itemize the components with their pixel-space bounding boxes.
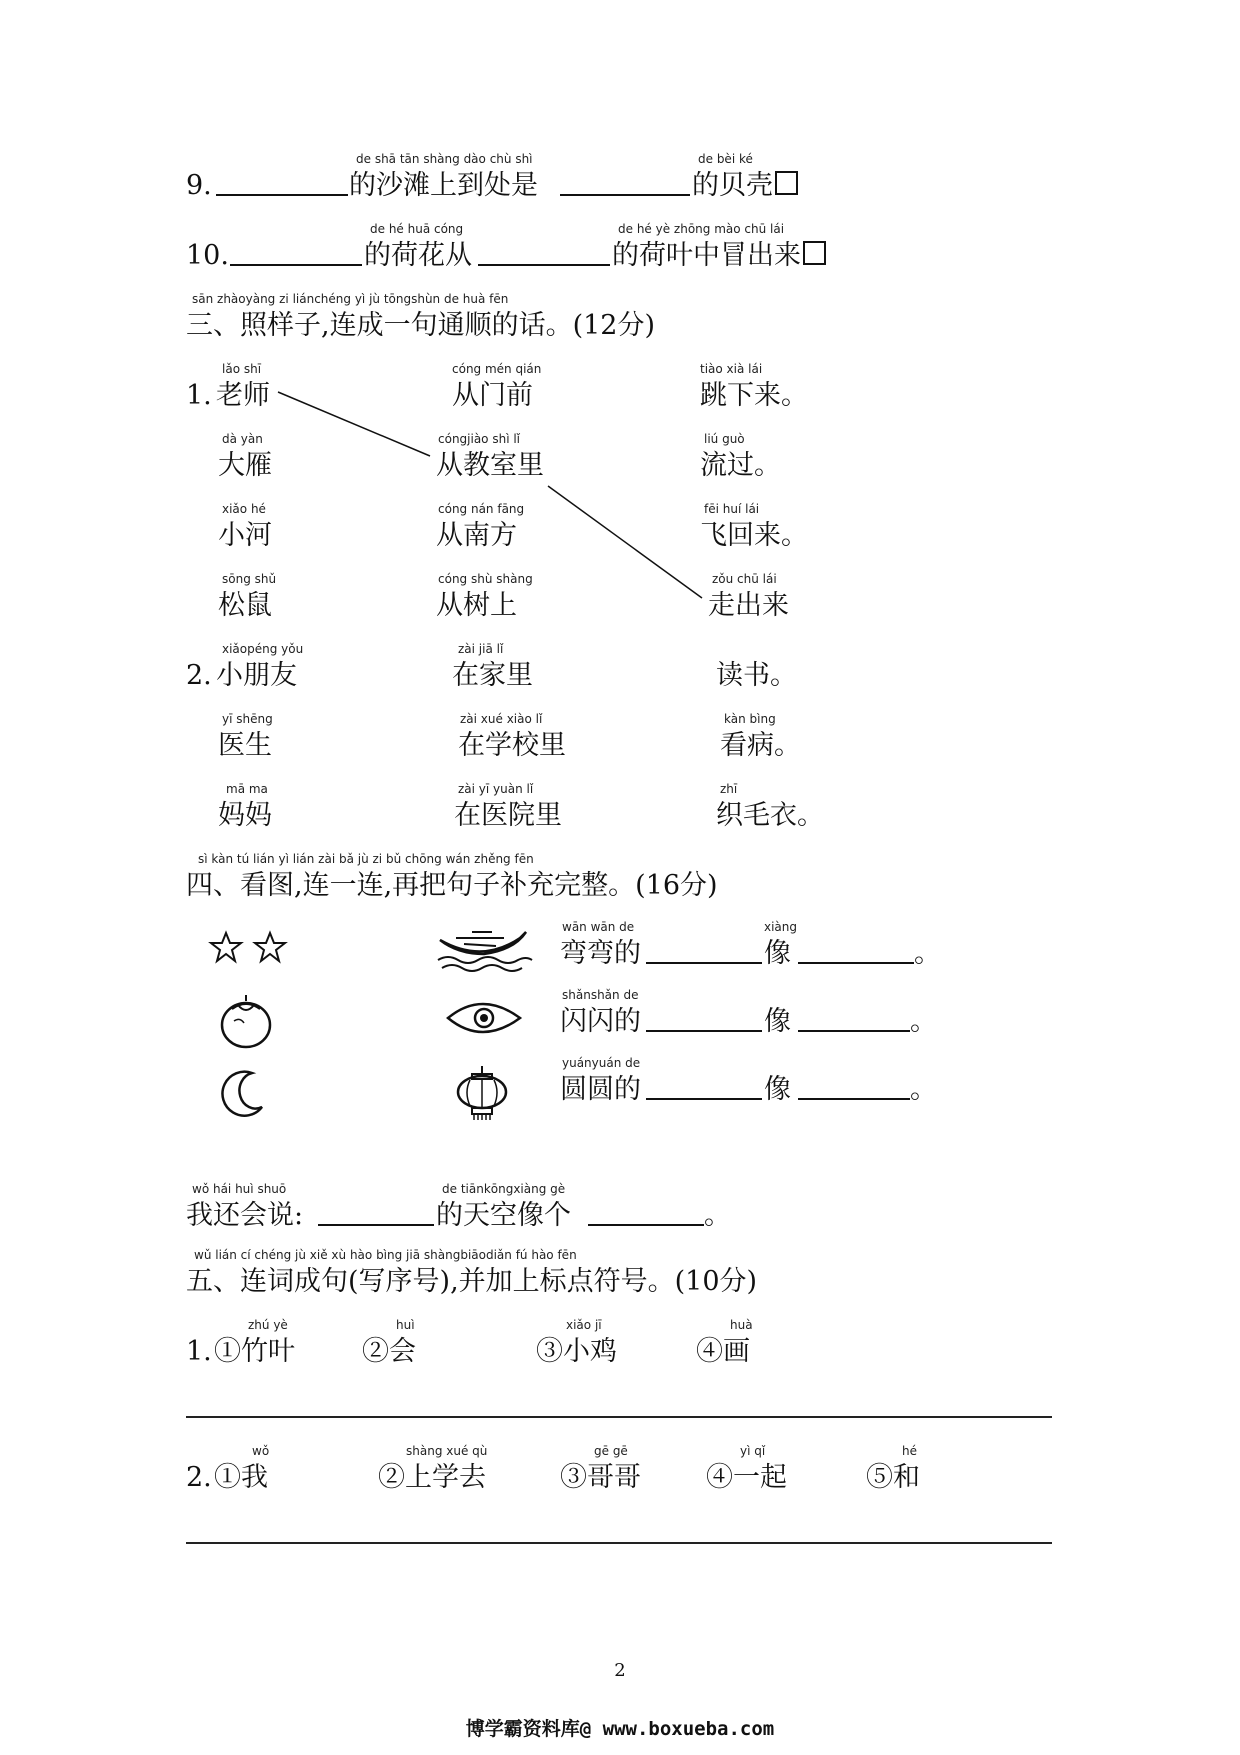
s3-g2-c1-hz: 小朋友 [216, 660, 297, 691]
s4-row-blank-1[interactable] [646, 1072, 762, 1100]
s3-g2-c2-hz: 在医院里 [454, 800, 562, 831]
s5-q2-item-hz: ④一起 [706, 1462, 787, 1493]
s5-q1-number: 1. [186, 1336, 212, 1367]
s3-g2-c3-py: zhī [720, 782, 738, 796]
s3-g2-c1-hz: 医生 [218, 730, 272, 761]
s3-g1-c3-hz: 跳下来。 [700, 380, 808, 411]
s3-g1-c1-py: sōng shǔ [222, 572, 277, 586]
s5-q2-item-py: gē gē [594, 1444, 628, 1458]
s5-q2-item-py: shàng xué qù [406, 1444, 488, 1458]
s4-row-pinyin: yuányuán de [562, 1056, 641, 1070]
s3-g1-c1-py: dà yàn [222, 432, 263, 446]
section4-title-text: 四、看图,连一连,再把句子补充完整。(16分) [186, 870, 718, 901]
s4-extra-blank-2[interactable] [588, 1198, 704, 1226]
s3-g1-c3-py: liú guò [704, 432, 745, 446]
q9-pinyin-2: de bèi ké [698, 152, 753, 166]
s4-row-pinyin-2: xiàng [764, 920, 798, 934]
s3-g1-c2-py: cóng mén qián [452, 362, 542, 376]
line-classroom-to-walkout [548, 486, 702, 598]
section3-title-pinyin: sān zhàoyàng zi liánchéng yì jù tōngshùn de huà fēn [192, 292, 509, 306]
s5-q1-item-hz: ④画 [696, 1336, 750, 1367]
section4-title-pinyin: sì kàn tú lián yì lián zài bǎ jù zi bǔ chōng wán zhěng fēn [198, 852, 534, 866]
s5-q1-item-py: xiǎo jī [566, 1318, 602, 1332]
q9-text-1: 的沙滩上到处是 [349, 170, 538, 201]
q10-number: 10. [186, 240, 229, 271]
s5-q1-answer-line[interactable] [186, 1416, 1052, 1418]
s3-g1-c2-py: cóngjiào shì lǐ [438, 432, 521, 446]
s3-g2-c2-py: zài xué xiào lǐ [460, 712, 543, 726]
s4-row-1 [0, 920, 1240, 980]
s4-row-blank-2[interactable] [798, 936, 914, 964]
s4-row-text: 闪闪的 [560, 1006, 641, 1037]
s3-g2-row-2 [0, 712, 1240, 772]
s5-q2-item-py: yì qǐ [740, 1444, 766, 1458]
s3-g1-c1-hz: 小河 [218, 520, 272, 551]
s3-g2-row-3 [0, 782, 1240, 842]
s3-g2-row-1 [0, 642, 1240, 702]
s4-row-blank-1[interactable] [646, 936, 762, 964]
s5-q2-item-py: hé [902, 1444, 917, 1458]
s5-q2-item-hz: ①我 [214, 1462, 268, 1493]
s3-g2-c2-hz: 在学校里 [458, 730, 566, 761]
s4-extra-pinyin-1: wǒ hái huì shuō [192, 1182, 287, 1196]
s3-g1-c1-hz: 松鼠 [218, 590, 272, 621]
q10-pinyin-1: de hé huā cóng [370, 222, 464, 236]
s4-row-mid: 像 [764, 1074, 791, 1105]
s5-q1-item-hz: ②会 [362, 1336, 416, 1367]
s3-g2-c2-py: zài jiā lǐ [458, 642, 504, 656]
s3-g1-c1-py: xiǎo hé [222, 502, 266, 516]
s4-row-blank-2[interactable] [798, 1004, 910, 1032]
section4-title [0, 852, 1240, 912]
s4-extra-row [0, 1182, 1240, 1242]
section5-title-text: 五、连词成句(写序号),并加上标点符号。(10分) [186, 1266, 758, 1297]
section5-title-pinyin: wǔ lián cí chéng jù xiě xù hào bìng jiā shàngbiāodiǎn fú hào fēn [194, 1248, 577, 1262]
s4-row-pinyin: shǎnshǎn de [562, 988, 639, 1002]
s3-g2-c1-py: yī shēng [222, 712, 273, 726]
q9-number: 9. [186, 170, 212, 201]
s5-q1-row [0, 1318, 1240, 1378]
s3-g1-number: 1. [186, 380, 212, 411]
s5-q2-item-hz: ②上学去 [378, 1462, 486, 1493]
s3-g1-c1-py: lǎo shī [222, 362, 262, 376]
s4-extra-blank-1[interactable] [318, 1198, 434, 1226]
s3-g1-c2-hz: 从树上 [436, 590, 517, 621]
line-teacher-to-classroom [278, 392, 430, 456]
s3-g2-c1-hz: 妈妈 [218, 800, 272, 831]
s5-q2-answer-line[interactable] [186, 1542, 1052, 1544]
s4-row-end: 。 [914, 938, 941, 969]
s3-g1-c3-hz: 走出来 [708, 590, 789, 621]
footer-watermark: 博学霸资料库@ www.boxueba.com [465, 1718, 775, 1740]
section3-title-text: 三、照样子,连成一句通顺的话。(12分) [186, 310, 656, 341]
s3-g1-c2-hz: 从南方 [436, 520, 517, 551]
s3-g2-c1-py: mā ma [226, 782, 268, 796]
s5-q2-item-py: wǒ [252, 1444, 270, 1458]
s4-row-blank-1[interactable] [646, 1004, 762, 1032]
q10-text-1: 的荷花从 [364, 240, 472, 271]
s3-g2-c3-hz: 看病。 [720, 730, 801, 761]
s4-row-blank-2[interactable] [798, 1072, 910, 1100]
s3-g1-c3-py: fēi huí lái [704, 502, 760, 516]
s4-row-3 [0, 1056, 1240, 1116]
q10-pinyin-2: de hé yè zhōng mào chū lái [618, 222, 785, 236]
s5-q1-item-py: huì [396, 1318, 415, 1332]
s4-row-text: 圆圆的 [560, 1074, 641, 1105]
section5-title [0, 1248, 1240, 1308]
s3-g1-c3-py: tiào xià lái [700, 362, 763, 376]
s3-g1-c2-py: cóng nán fāng [438, 502, 525, 516]
s3-g1-c3-py: zǒu chū lái [712, 572, 777, 586]
s4-extra-end: 。 [704, 1200, 731, 1231]
s3-g2-number: 2. [186, 660, 212, 691]
s5-q2-item-hz: ③哥哥 [560, 1462, 641, 1493]
s3-g2-c2-py: zài yī yuàn lǐ [458, 782, 534, 796]
s4-row-mid: 像 [764, 938, 791, 969]
s3-g2-c2-hz: 在家里 [452, 660, 533, 691]
s4-row-pinyin: wān wān de [562, 920, 635, 934]
s3-g1-c3-hz: 流过。 [700, 450, 781, 481]
s4-row-end: 。 [910, 1006, 937, 1037]
s3-g1-c2-py: cóng shù shàng [438, 572, 533, 586]
s5-q2-row [0, 1444, 1240, 1504]
s5-q2-number: 2. [186, 1462, 212, 1493]
s3-g1-c3-hz: 飞回来。 [700, 520, 808, 551]
s5-q1-item-py: huà [730, 1318, 753, 1332]
s3-g1-c1-hz: 大雁 [218, 450, 272, 481]
s5-q1-item-hz: ③小鸡 [536, 1336, 617, 1367]
s4-extra-text-1: 我还会说: [186, 1200, 304, 1231]
q9-pinyin-1: de shā tān shàng dào chù shì [356, 152, 533, 166]
s4-row-end: 。 [910, 1074, 937, 1105]
s4-row-2 [0, 988, 1240, 1048]
s5-q1-item-hz: ①竹叶 [214, 1336, 295, 1367]
s4-row-text: 弯弯的 [560, 938, 641, 969]
s3-g2-c1-py: xiǎopéng yǒu [222, 642, 304, 656]
s3-g1-c1-hz: 老师 [216, 380, 270, 411]
s3-g2-c3-hz: 读书。 [716, 660, 797, 691]
s3-g1-c2-hz: 从门前 [452, 380, 533, 411]
s3-g1-c2-hz: 从教室里 [436, 450, 544, 481]
q9-text-2: 的贝壳 [692, 168, 798, 204]
s3-g2-c3-py: kàn bìng [724, 712, 776, 726]
s3-g2-c3-hz: 织毛衣。 [716, 800, 824, 831]
s4-row-mid: 像 [764, 1006, 791, 1037]
s4-extra-text-2: 的天空像个 [436, 1200, 571, 1231]
s5-q2-item-hz: ⑤和 [866, 1462, 920, 1493]
page-number: 2 [614, 1660, 626, 1681]
s4-extra-pinyin-2: de tiānkōngxiàng gè [442, 1182, 566, 1196]
s5-q1-item-py: zhú yè [248, 1318, 288, 1332]
q10-text-2: 的荷叶中冒出来 [612, 238, 826, 274]
